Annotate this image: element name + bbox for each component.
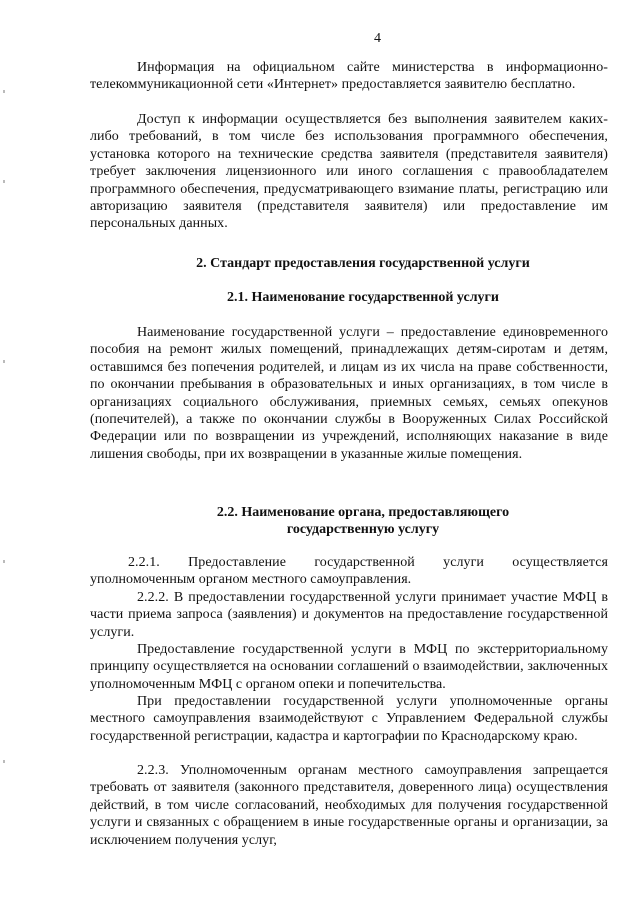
paragraph-interaction: При предоставлении государственной услуги уполномоченные органы местного самоуправления взаимодействуют с Управлением Федеральной службы государственной регистрации, кадастра и картографии по Краснодарскому краю. [90, 694, 608, 744]
subsection-heading-authority-line2: государственную услугу [286, 522, 440, 537]
binding-mark [3, 360, 5, 363]
paragraph-access-info: Доступ к информации осуществляется без выполнения заявителем каких-либо требований, в том числе без использования программного обеспечения, установка которого на технические средства заявителя (представителя заявителя) требует заключения лицензионного или иного соглашения с правообладателем программного обеспечения, предусматривающего взимание платы, регистрацию или авторизацию заявителя (представителя заявителя) или предоставление им персональных данных. [90, 112, 608, 232]
binding-mark [3, 560, 5, 563]
binding-mark [3, 90, 5, 93]
paragraph-extraterritorial: Предоставление государственной услуги в МФЦ по экстерриториальному принципу осуществляется на основании соглашений о взаимодействии, заключенных уполномоченным МФЦ с органом опеки и попечительства. [90, 642, 608, 692]
section-heading-standard: 2. Стандарт предоставления государственной услуги [196, 256, 530, 271]
paragraph-2-2-2: 2.2.2. В предоставлении государственной услуги принимает участие МФЦ в части приема запроса (заявления) и документов на предоставление государственной услуги. [90, 590, 608, 640]
paragraph-2-2-1: 2.2.1. Предоставление государственной услуги осуществляется уполномоченным органом местного самоуправления. [90, 555, 608, 588]
subsection-heading-service-name: 2.1. Наименование государственной услуги [227, 290, 499, 305]
subsection-heading-authority-line1: 2.2. Наименование органа, предоставляющего [216, 505, 510, 520]
binding-mark [3, 760, 5, 763]
binding-mark [3, 180, 5, 183]
paragraph-2-2-3: 2.2.3. Уполномоченным органам местного самоуправления запрещается требовать от заявителя (законного представителя, доверенного лица) осуществления действий, в том числе согласований, необходимых для получения государственной услуги и связанных с обращением в иные государственные органы и организации, за исключением получения услуг, [90, 763, 608, 848]
paragraph-service-name: Наименование государственной услуги – предоставление единовременного пособия на ремонт жилых помещений, принадлежащих детям-сиротам и детям, оставшимся без попечения родителей, и лицам из их числа на праве собственности, по окончании пребывания в образовательных и иных организациях, в том числе в организациях социального обслуживания, приемных семьях, семьях опекунов (попечителей), а также по окончании службы в Вооруженных Силах Российской Федерации или по возвращении из учреждений, исполняющих наказание в виде лишения свободы, при их возвращении в указанные жилые помещения. [90, 325, 608, 462]
paragraph-website-info: Информация на официальном сайте министерства в информационно-телекоммуникационной сети «Интернет» предоставляется заявителю бесплатно. [90, 60, 608, 93]
page-number: 4 [374, 31, 381, 46]
